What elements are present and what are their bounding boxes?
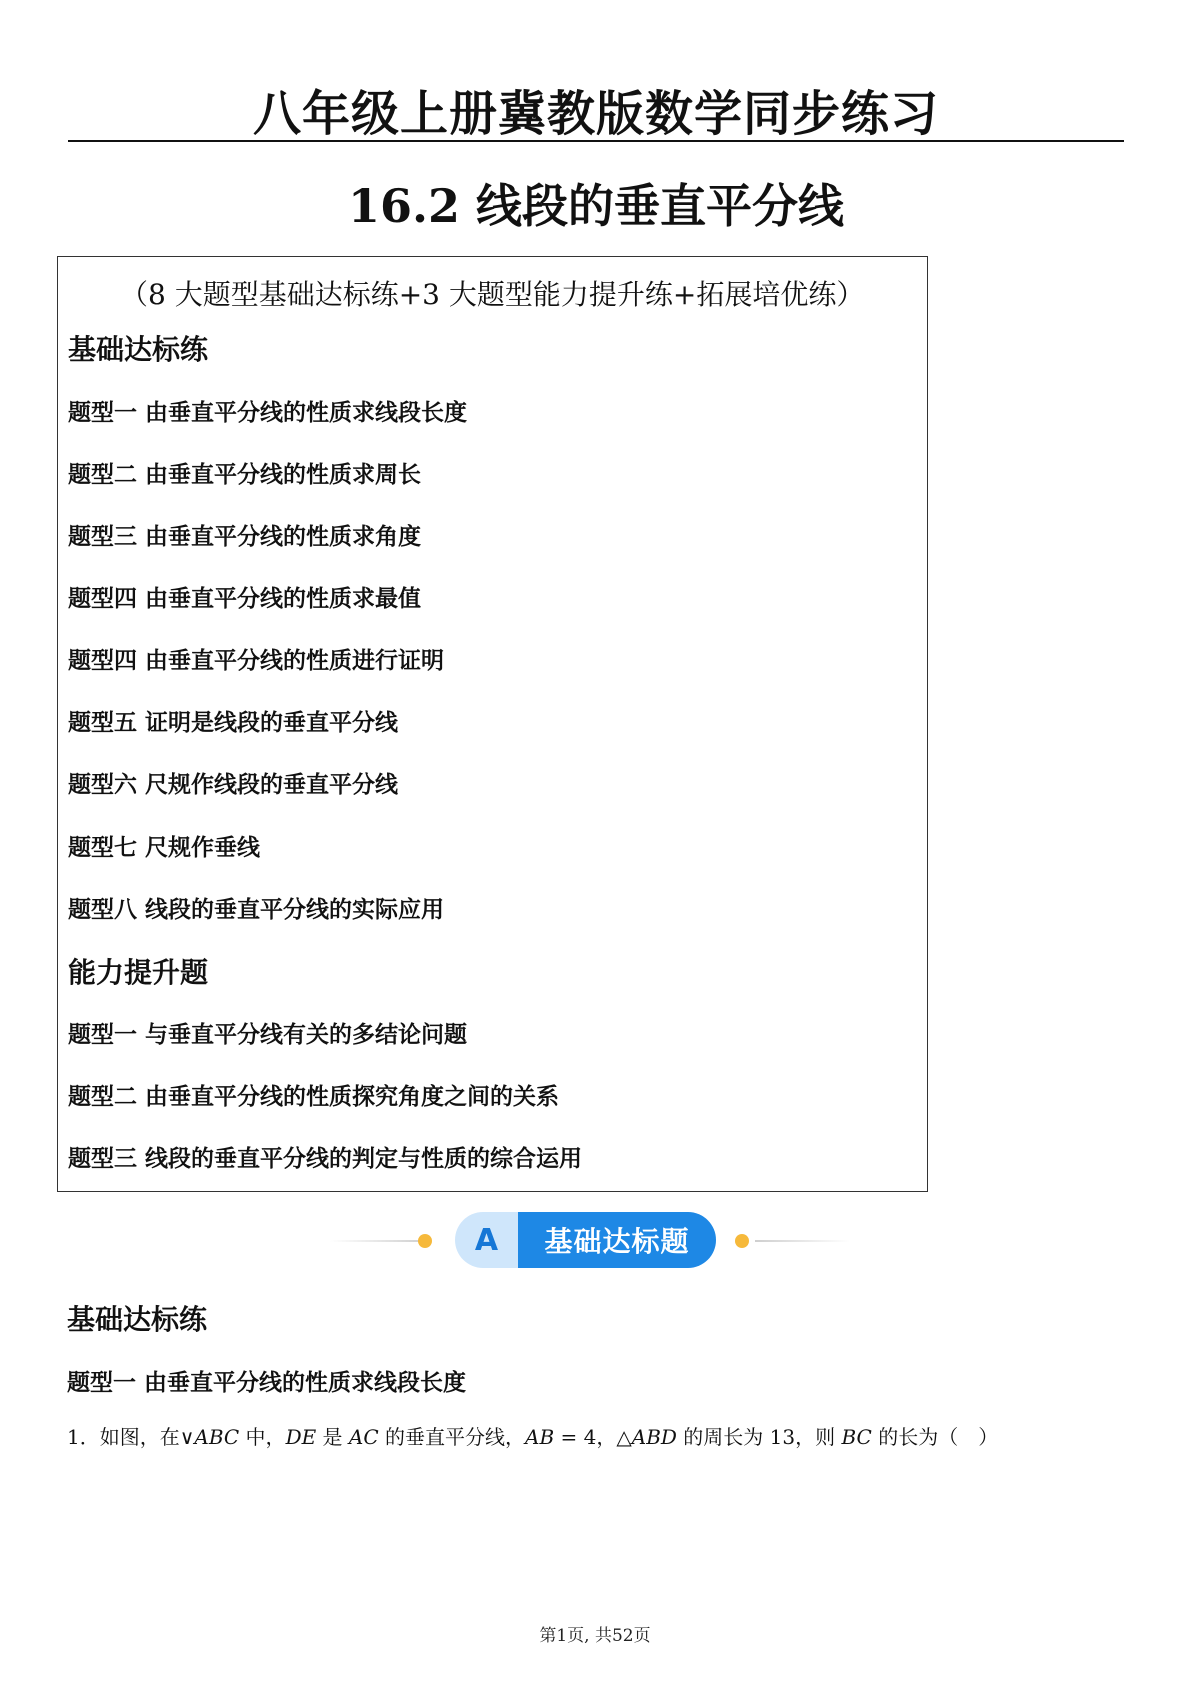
table-of-contents xyxy=(57,256,928,1192)
math-var: ABD xyxy=(631,1425,677,1449)
toc-intro: （8 大题型基础达标练+3 大题型能力提升练+拓展培优练） xyxy=(120,278,865,311)
toc-item[interactable]: 题型六 尺规作线段的垂直平分线 xyxy=(68,772,399,798)
toc-item[interactable]: 题型三 由垂直平分线的性质求角度 xyxy=(68,524,422,550)
question-1 xyxy=(67,1420,998,1454)
page-title: 八年级上册冀教版数学同步练习 xyxy=(252,86,939,142)
toc-item[interactable]: 题型二 由垂直平分线的性质求周长 xyxy=(68,462,422,488)
math-var: AC xyxy=(348,1425,379,1449)
math-var: ABC xyxy=(194,1425,240,1449)
math-eq: = 4 xyxy=(554,1425,597,1449)
section-heading: 基础达标练 xyxy=(67,1303,208,1336)
section-banner xyxy=(320,1210,860,1272)
question-text: 的垂直平分线， xyxy=(378,1425,526,1449)
question-text: 是 xyxy=(316,1425,349,1449)
question-text: 的周长为 13，则 xyxy=(676,1425,842,1449)
toc-item[interactable]: 题型七 尺规作垂线 xyxy=(68,835,261,861)
banner-pill xyxy=(455,1212,716,1268)
question-text: 如图，在 xyxy=(99,1425,180,1449)
question-number: 1． xyxy=(67,1425,100,1449)
question-text: ， xyxy=(596,1425,617,1449)
toc-item[interactable]: 题型一 与垂直平分线有关的多结论问题 xyxy=(68,1022,468,1048)
math-var: BC xyxy=(841,1425,872,1449)
math-var: AB xyxy=(525,1425,555,1449)
toc-item[interactable]: 题型五 证明是线段的垂直平分线 xyxy=(68,710,399,736)
toc-basic-heading: 基础达标练 xyxy=(68,333,209,366)
banner-decor-line xyxy=(330,1240,425,1242)
triangle-symbol: △ xyxy=(616,1425,632,1449)
banner-letter: A xyxy=(455,1212,518,1268)
page-footer: 第1页, 共52页 xyxy=(539,1626,651,1646)
section-subheading: 题型一 由垂直平分线的性质求线段长度 xyxy=(67,1370,467,1396)
toc-item[interactable]: 题型四 由垂直平分线的性质求最值 xyxy=(68,586,422,612)
question-text: 的长为（ ） xyxy=(871,1425,999,1449)
toc-item[interactable]: 题型二 由垂直平分线的性质探究角度之间的关系 xyxy=(68,1084,560,1110)
chapter-title: 16.2 线段的垂直平分线 xyxy=(347,179,845,233)
banner-decor-dot xyxy=(735,1234,749,1248)
math-var: DE xyxy=(285,1425,317,1449)
toc-item[interactable]: 题型一 由垂直平分线的性质求线段长度 xyxy=(68,400,468,426)
banner-decor-dot xyxy=(418,1234,432,1248)
toc-item[interactable]: 题型八 线段的垂直平分线的实际应用 xyxy=(68,897,445,923)
banner-label: 基础达标题 xyxy=(518,1212,716,1268)
toc-item[interactable]: 题型四 由垂直平分线的性质进行证明 xyxy=(68,648,445,674)
banner-decor-line xyxy=(755,1240,850,1242)
toc-advanced-heading: 能力提升题 xyxy=(68,956,209,989)
title-divider xyxy=(68,140,1124,142)
triangle-symbol: ∨ xyxy=(179,1425,195,1449)
toc-item[interactable]: 题型三 线段的垂直平分线的判定与性质的综合运用 xyxy=(68,1146,583,1172)
question-text: 中， xyxy=(239,1425,286,1449)
